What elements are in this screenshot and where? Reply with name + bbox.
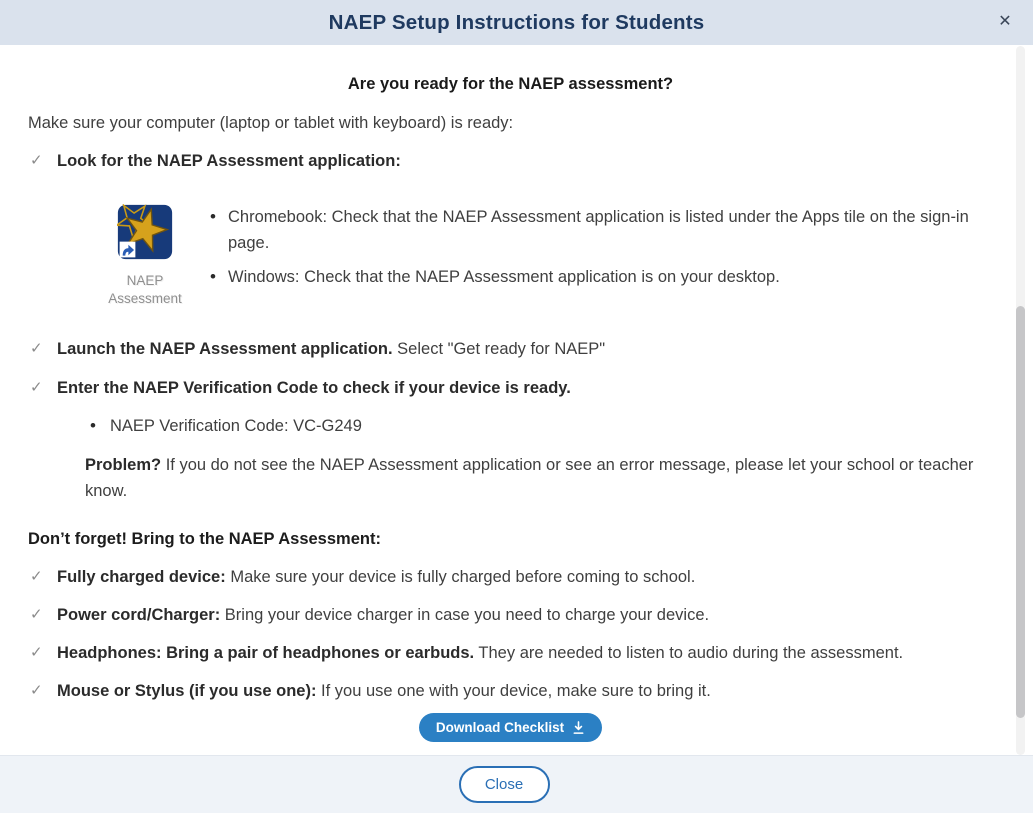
app-icon-column — [90, 204, 200, 308]
modal-footer — [0, 755, 1033, 813]
modal-header — [0, 0, 1033, 45]
checklist-item-headphones-detail: They are needed to listen to audio during the assessment. — [474, 644, 904, 662]
app-icon-label — [90, 272, 200, 308]
checklist-item-device — [28, 564, 993, 590]
close-icon[interactable]: ✕ — [989, 6, 1021, 38]
checklist-item-charger-detail: Bring your device charger in case you need to charge your device. — [220, 606, 710, 624]
setup-step-launch-detail: Select "Get ready for NAEP" — [392, 340, 606, 358]
checklist-item-mouse-detail: If you use one with your device, make sure to bring it. — [316, 682, 711, 700]
scrollbar[interactable] — [1016, 46, 1025, 755]
download-checklist-label: Download Checklist — [435, 720, 565, 735]
chromebook-bullet-text: Chromebook: Check that the NAEP Assessment application is listed under the Apps tile on the sign-in page. — [228, 208, 969, 252]
problem-note — [85, 452, 993, 504]
bullet-icon: • — [90, 416, 96, 435]
check-icon: ✓ — [30, 682, 43, 699]
windows-bullet-text: Windows: Check that the NAEP Assessment application is on your desktop. — [228, 268, 780, 286]
checklist-item-device-label: Fully charged device: — [57, 568, 226, 586]
setup-step-verify — [28, 375, 993, 401]
checklist-item-charger-label: Power cord/Charger: — [57, 606, 221, 624]
modal-title: NAEP Setup Instructions for Students — [328, 10, 705, 34]
checklist-item-mouse — [28, 678, 993, 704]
download-checklist-button[interactable] — [419, 713, 602, 742]
checklist-item-device-detail: Make sure your device is fully charged before coming to school. — [225, 568, 696, 586]
verification-code-text: NAEP Verification Code: VC-G249 — [110, 417, 362, 435]
naep-assessment-icon — [117, 204, 173, 260]
intro-lead-text: Make sure your computer (laptop or tablet with keyboard) is ready: — [28, 114, 514, 132]
check-icon: ✓ — [30, 644, 43, 661]
app-icon-row — [90, 204, 993, 308]
verification-code-bullet — [90, 413, 993, 439]
app-icon-label-line1: NAEP — [126, 273, 164, 288]
ready-question-heading: Are you ready for the NAEP assessment? — [347, 75, 674, 93]
app-icon-label-line2: Assessment — [108, 291, 182, 306]
list-item — [210, 204, 993, 256]
problem-text: If you do not see the NAEP Assessment application or see an error message, please let your school or teacher know. — [85, 456, 974, 500]
check-icon: ✓ — [30, 152, 43, 169]
modal-body — [0, 45, 1033, 755]
download-icon — [572, 721, 585, 735]
checklist-item-headphones-label: Headphones: Bring a pair of headphones or earbuds. — [57, 644, 475, 662]
list-item — [210, 264, 993, 290]
checklist-item-mouse-label: Mouse or Stylus (if you use one): — [57, 682, 317, 700]
check-icon: ✓ — [30, 379, 43, 396]
problem-label: Problem? — [85, 456, 162, 474]
close-button[interactable]: Close — [459, 766, 550, 803]
checklist-item-headphones — [28, 640, 993, 666]
setup-step-look — [28, 148, 993, 174]
bullet-icon: • — [210, 267, 216, 286]
check-icon: ✓ — [30, 606, 43, 623]
setup-step-launch-label: Launch the NAEP Assessment application. — [57, 340, 393, 358]
platform-bullet-list — [210, 204, 993, 308]
setup-step-look-label: Look for the NAEP Assessment application: — [57, 152, 401, 170]
setup-step-verify-label: Enter the NAEP Verification Code to check if your device is ready. — [57, 379, 571, 397]
checklist-item-charger — [28, 602, 993, 628]
check-icon: ✓ — [30, 340, 43, 357]
scrollbar-thumb[interactable] — [1016, 306, 1025, 718]
bullet-icon: • — [210, 207, 216, 226]
dont-forget-heading: Don’t forget! Bring to the NAEP Assessment: — [28, 530, 381, 548]
setup-step-launch — [28, 336, 993, 362]
check-icon: ✓ — [30, 568, 43, 585]
